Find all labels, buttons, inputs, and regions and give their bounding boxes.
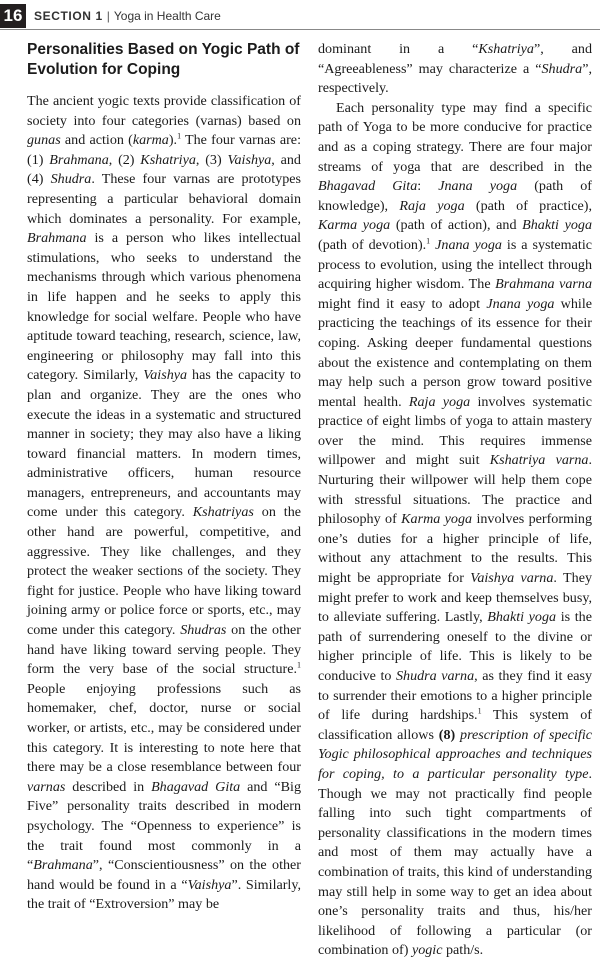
italic-term: Jnana yoga <box>435 236 502 253</box>
footnote-ref: 1 <box>297 660 301 670</box>
text-run: The ancient yogic texts provide classification of society into four categories (varnas) based on <box>27 93 301 129</box>
italic-term: Brahmana <box>33 857 93 874</box>
running-head <box>34 4 221 28</box>
italic-term: Bhagavad Gita <box>318 178 418 195</box>
text-run: . Nurturing their willpower will help them cope with stressful situations. The practice and philosophy of <box>318 452 592 528</box>
body-paragraph-yoga-paths <box>318 99 592 961</box>
italic-term: gunas <box>27 132 61 149</box>
italic-term: Vaishya <box>187 876 232 893</box>
right-column <box>318 40 592 961</box>
text-run: on the other hand are powerful, competitive, and aggressive. They like challenges, and they protect the weaker sections of the society. They fight for justice. People who have liking toward joining army or police force or sports, etc., may come under this category. <box>27 504 301 639</box>
text-run: Each personality type may find a specific path of Yoga to be more conducive for practice and as a coping strategy. There are four major streams of yoga that are described in the <box>318 99 592 175</box>
italic-term: Jnana yoga <box>438 178 518 195</box>
text-run: is the path of surrendering oneself to the divine or higher principle of life. This is likely to be conducive to <box>318 609 592 684</box>
text-run: on the other hand have liking toward serving people. They form the very base of the social structure. <box>27 622 301 678</box>
italic-term: Brahmana <box>49 151 109 168</box>
italic-term: Shudra <box>541 60 583 77</box>
text-run: ”. Similarly, the trait of “Extroversion” may be <box>27 876 301 913</box>
italic-term: Bhakti yoga <box>522 217 592 234</box>
italic-term: Kshatriya varna <box>489 452 589 469</box>
text-run: . They might prefer to work and keep themselves busy, to alleviate suffering. Lastly, <box>318 570 593 626</box>
italic-term: Shudras <box>180 622 227 639</box>
italic-term: Vaishya <box>143 367 188 384</box>
footnote-ref: 1 <box>426 236 431 246</box>
footnote-ref: 1 <box>177 131 182 141</box>
body-paragraph-continued <box>318 40 592 99</box>
text-run: (path of practice), <box>464 197 592 214</box>
text-run: This system of classification allows <box>318 707 593 743</box>
chapter-title: Yoga in Health Care <box>113 9 221 23</box>
footnote-ref: 1 <box>477 706 482 716</box>
text-run: is a person who likes intellectual stimulations, who seeks to understand the mechanisms through which various phenomena in life happen and he seeks to apply this knowledge for social welfare. People who have aptitude toward teaching, research, science, law, engineering or philosophy may fall into this category. Similarly, <box>27 230 301 384</box>
text-run: . These four varnas are prototypes representing a particular behavioral domain which dominates a personality. For example, <box>27 171 301 227</box>
italic-term: Kshatriyas <box>192 504 254 521</box>
text-run: path/s. <box>442 942 484 959</box>
left-column <box>27 40 301 915</box>
text-run: : <box>417 178 439 195</box>
text-run: has the capacity to plan and organize. They are the ones who execute the ideas in a systematic and structured manner in society; they may also have a liking toward financial matters. In modern times, administrative officers, human resource managers, entrepreneurs, and accountants may come under this category. <box>27 367 301 521</box>
italic-term: Brahmana varna <box>495 276 592 293</box>
section-label: SECTION 1 <box>34 9 103 23</box>
italic-term: prescription of specific Yogic philosophical approaches and techniques for coping, to a particular personality type <box>318 726 593 782</box>
italic-term: Raja yoga <box>399 197 465 214</box>
italic-term: Jnana yoga <box>486 295 555 312</box>
italic-term: Raja yoga <box>408 393 471 410</box>
italic-term: Bhagavad Gita <box>151 778 241 795</box>
header-rule <box>0 29 600 30</box>
italic-term: Shudra varna <box>395 668 475 684</box>
text-run: ”, “Conscientiousness” on the other hand would be found in a “ <box>27 857 301 893</box>
italic-term: Bhakti yoga <box>487 609 557 626</box>
section-heading: Personalities Based on Yogic Path of Evolution for Coping <box>27 41 300 78</box>
text-run: , (2) <box>108 151 141 168</box>
italic-term: Vaishya <box>227 151 272 168</box>
text-run: dominant in a “ <box>318 41 479 57</box>
italic-term: varnas <box>27 778 66 795</box>
text-run: ). <box>168 132 178 149</box>
text-run: (path of devotion). <box>318 236 427 253</box>
text-run: , as they find it easy to surrender their emotions to a higher principle of life during hardships. <box>318 668 592 724</box>
italic-term: Kshatriya <box>478 41 534 57</box>
text-run: while practicing the teachings of its essence for their coping. Asking deeper fundamental questions about the existence and contemplating on them may help such a person grow toward positive mental health. <box>318 295 592 410</box>
bold-ref: (8) <box>438 726 456 743</box>
italic-term: Shudra <box>50 171 92 188</box>
text-run: and action ( <box>60 132 133 149</box>
italic-term: Brahmana <box>27 230 87 247</box>
italic-term: yogic <box>411 942 443 959</box>
italic-term: karma <box>132 132 169 149</box>
text-run: ”, and “Agreeableness” may characterize a “ <box>318 41 592 77</box>
text-run: is a systematic process to evolution, using the intellect through acquiring higher wisdom. The <box>318 236 592 293</box>
italic-term: Karma yoga <box>318 217 391 234</box>
page-number: 16 <box>0 4 26 28</box>
text-run: (path of action), and <box>390 217 523 234</box>
italic-term: Karma yoga <box>401 511 473 528</box>
italic-term: Vaishya varna <box>470 570 554 587</box>
header-separator: | <box>106 9 110 23</box>
text-run: (path of knowledge), <box>318 178 592 214</box>
text-run: The four varnas are: (1) <box>27 132 301 168</box>
text-run: involves systematic practice of eight limbs of yoga to attain mastery over the mind. This requires immense willpower and might suit <box>318 393 592 469</box>
text-run: . Though we may not practically find people falling into such tight compartments of personality classifications in the modern times and most of them may actually have a combination of traits, this kind of understanding may still help in some way to get an idea about one’s personality traits and thus, his/her likelihood of following a particular (or combination of) <box>318 765 592 959</box>
text-run: , and (4) <box>27 151 301 188</box>
text-run: described in <box>65 778 152 795</box>
text-run: People enjoying professions such as homemaker, chef, doctor, nurse or social worker, or artists, etc., may be considered under this category. It is interesting to note here that there may be a close resemblance between four <box>27 680 301 776</box>
text-run: involves performing one’s duties for a higher principle of life, without any attachment to the results. This might be appropriate for <box>318 511 592 587</box>
running-header <box>0 0 600 30</box>
text-run: might find it easy to adopt <box>318 295 487 312</box>
text-run: ”, respectively. <box>318 60 592 97</box>
body-paragraph-varnas <box>27 92 301 915</box>
italic-term: Kshatriya <box>140 151 196 168</box>
text-run: , (3) <box>195 151 228 168</box>
text-run: and “Big Five” personality traits described in modern psychology. The “Openness to experience” is the trait found most commonly in a “ <box>27 778 301 874</box>
